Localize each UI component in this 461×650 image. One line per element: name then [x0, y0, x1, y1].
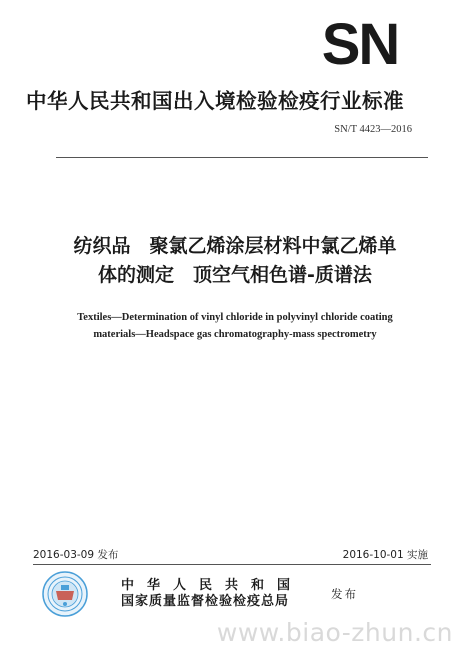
aqsiq-seal-icon: [42, 571, 88, 617]
issuer-line-2: 国家质量监督检验检疫总局: [121, 594, 290, 609]
implementation-date: 2016-10-01 实施: [342, 549, 428, 561]
organization-title: 中华人民共和国出入境检验检疫行业标准: [26, 89, 404, 113]
sn-logo-text: SN: [321, 16, 399, 72]
title-chinese-line-1: 纺织品 聚氯乙烯涂层材料中氯乙烯单: [73, 235, 397, 257]
title-chinese-line-2: 体的测定 顶空气相色谱-质谱法: [98, 264, 372, 286]
sn-logo: [312, 16, 408, 72]
title-english-line-1: Textiles—Determination of vinyl chloride in polyvinyl chloride coating: [77, 312, 393, 323]
title-english-line-2: materials—Headspace gas chromatography-mass spectrometry: [93, 329, 377, 340]
title-chinese: [40, 232, 430, 290]
top-divider: [56, 157, 428, 158]
issuing-authority: [121, 578, 303, 610]
watermark-text: www.biao-zhun.cn: [216, 618, 453, 647]
issue-date: 2016-03-09 发布: [33, 549, 119, 561]
issuer-line-1: 中华人民共和国: [121, 578, 304, 593]
publish-label: 发布: [331, 587, 358, 601]
bottom-divider: [33, 564, 431, 565]
standard-number: SN/T 4423—2016: [334, 124, 412, 135]
title-english: [50, 309, 420, 343]
